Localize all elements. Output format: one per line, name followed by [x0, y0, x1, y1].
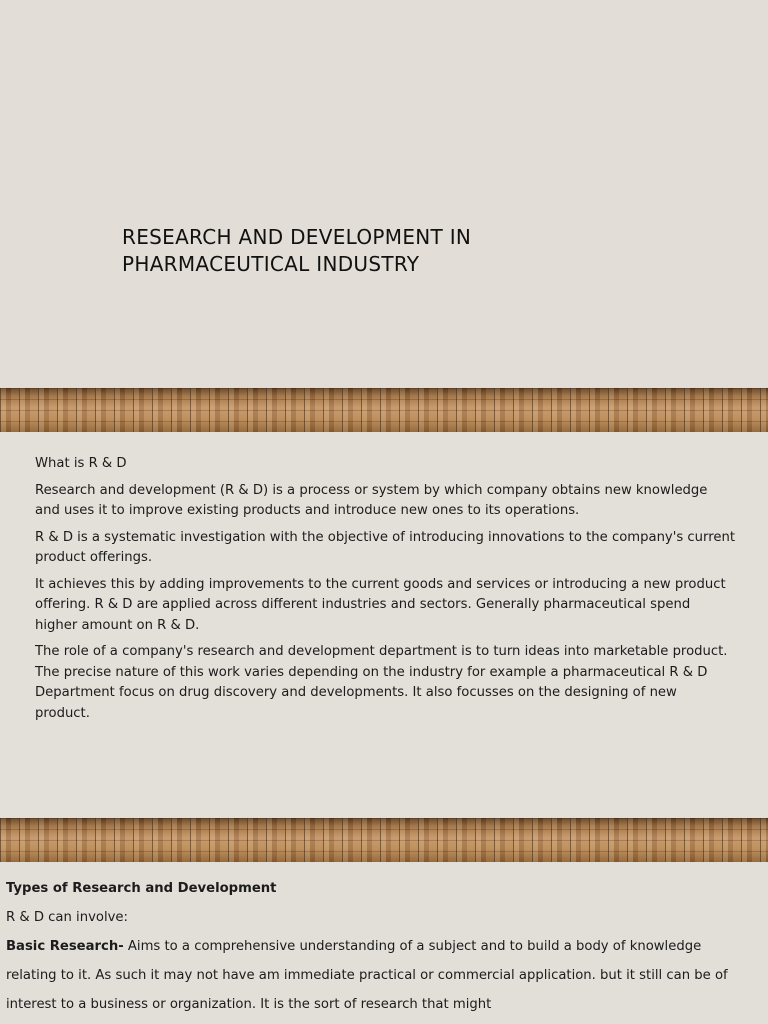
what-is-rd-slide — [0, 432, 768, 818]
basic-research-label: Basic Research- — [6, 939, 124, 954]
title-line-1: RESEARCH AND DEVELOPMENT IN — [122, 225, 472, 249]
paragraph: Research and development (R & D) is a process or system by which company obtains new knowledge and uses it to improve existing products and introduce new ones to its operations. — [35, 482, 708, 518]
section-heading: Types of Research and Development — [6, 881, 277, 896]
section-heading: What is R & D — [35, 456, 127, 471]
title-line-2: PHARMACEUTICAL INDUSTRY — [122, 252, 420, 276]
basic-research-text: Aims to a comprehensive understanding of a subject and to build a body of knowledge relating to it. As such it may not have am immediate practical or commercial application. but it still can be of interest to a business or organization. It is the sort of research that might — [6, 939, 728, 1012]
wood-floor-divider — [0, 388, 768, 432]
paragraph: It achieves this by adding improvements to the current goods and services or introducing a new product offering. R & D are applied across different industries and sectors. Generally pharmaceutical spend higher amount on R & D. — [35, 576, 726, 633]
slide-body — [6, 874, 746, 1019]
paragraph: R & D is a systematic investigation with the objective of introducing innovations to the company's current product offerings. — [35, 529, 735, 565]
types-of-rd-slide — [0, 864, 768, 1024]
title-slide — [0, 0, 768, 388]
page-title — [122, 224, 471, 278]
intro-text: R & D can involve: — [6, 910, 128, 925]
basic-research-paragraph — [6, 932, 746, 1019]
wood-floor-divider — [0, 818, 768, 862]
paragraph: The role of a company's research and development department is to turn ideas into marketable product. The precise nature of this work varies depending on the industry for example a pharmaceutical R & D Department focus on drug discovery and developments. It also focusses on the designing of new product. — [35, 644, 728, 721]
slide-body — [35, 454, 735, 730]
